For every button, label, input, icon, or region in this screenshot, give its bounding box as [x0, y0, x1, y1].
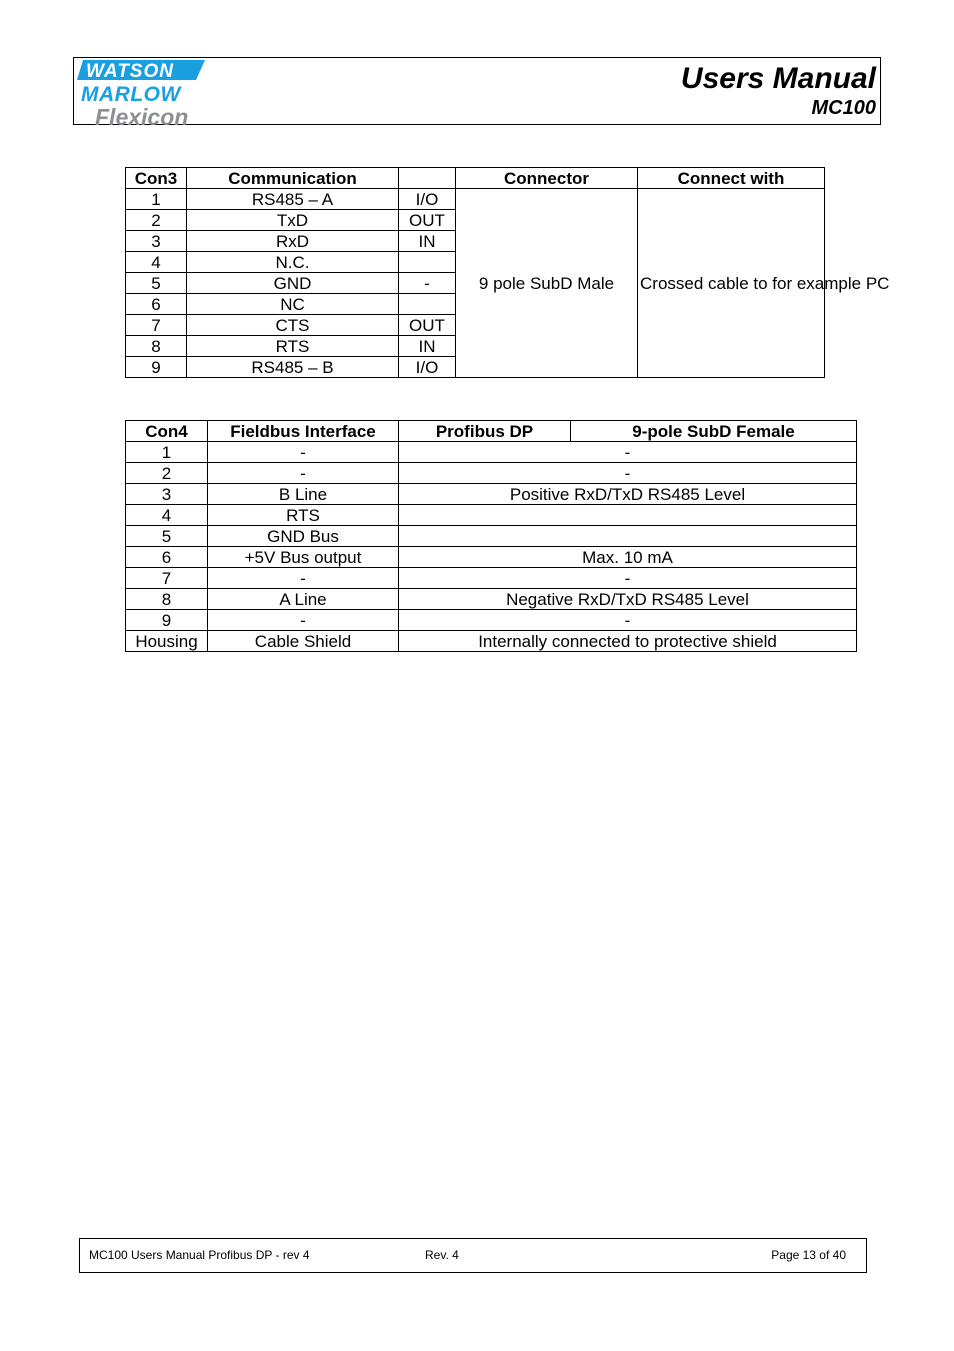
table-cell: -: [399, 610, 857, 631]
table-row: [126, 547, 857, 568]
table-cell: CTS: [187, 315, 399, 336]
logo-line1: WATSON: [86, 61, 174, 82]
table-cell: 7: [126, 568, 208, 589]
table-row: [126, 189, 825, 210]
table-cell: -: [399, 463, 857, 484]
table-row: [126, 589, 857, 610]
table-cell: I/O: [399, 357, 456, 378]
con4-header-pin: Con4: [126, 421, 208, 442]
table-cell: [399, 294, 456, 315]
table-cell: 5: [126, 273, 187, 294]
table-cell: -: [399, 442, 857, 463]
table-cell: B Line: [208, 484, 399, 505]
table-cell: [399, 505, 857, 526]
table-row: [126, 610, 857, 631]
table-cell: 6: [126, 294, 187, 315]
table-cell: IN: [399, 336, 456, 357]
table-cell: 1: [126, 442, 208, 463]
page-footer: [79, 1238, 867, 1273]
table-cell: +5V Bus output: [208, 547, 399, 568]
table-cell: RS485 – B: [187, 357, 399, 378]
table-cell: 3: [126, 231, 187, 252]
con4-header-profibus-dp: Profibus DP: [399, 421, 571, 442]
table-cell: 9: [126, 357, 187, 378]
table-row: [126, 484, 857, 505]
table-cell: 1: [126, 189, 187, 210]
table-cell: IN: [399, 231, 456, 252]
table-cell: Positive RxD/TxD RS485 Level: [399, 484, 857, 505]
table-cell: RTS: [208, 505, 399, 526]
logo-line2: MARLOW: [81, 83, 181, 106]
table-cell: 8: [126, 589, 208, 610]
table-cell: I/O: [399, 189, 456, 210]
con3-connect-with-cell: Crossed cable to for example PC: [638, 189, 825, 378]
table-cell: RxD: [187, 231, 399, 252]
watson-marlow-flexicon-logo: [77, 58, 212, 126]
table-cell: RS485 – A: [187, 189, 399, 210]
table-cell: 3: [126, 484, 208, 505]
con4-table: [125, 420, 857, 652]
table-cell: 5: [126, 526, 208, 547]
table-cell: Max. 10 mA: [399, 547, 857, 568]
con4-header-row: [126, 421, 857, 442]
con3-connector-cell: 9 pole SubD Male: [456, 189, 638, 378]
table-row: [126, 505, 857, 526]
table-cell: GND Bus: [208, 526, 399, 547]
table-cell: OUT: [399, 315, 456, 336]
table-cell: 4: [126, 505, 208, 526]
con3-header-row: [126, 168, 825, 189]
footer-revision: Rev. 4: [425, 1248, 459, 1262]
table-cell: N.C.: [187, 252, 399, 273]
table-cell: RTS: [187, 336, 399, 357]
table-cell: 6: [126, 547, 208, 568]
document-subtitle: MC100: [811, 97, 876, 119]
con3-header-communication: Communication: [187, 168, 399, 189]
table-row: [126, 463, 857, 484]
table-cell: Internally connected to protective shield: [399, 631, 857, 652]
table-cell: OUT: [399, 210, 456, 231]
table-row: [126, 568, 857, 589]
con4-header-fieldbus-interface: Fieldbus Interface: [208, 421, 399, 442]
table-cell: -: [208, 568, 399, 589]
logo-line3: Flexicon: [95, 104, 189, 126]
table-cell: NC: [187, 294, 399, 315]
table-cell: GND: [187, 273, 399, 294]
table-cell: -: [399, 568, 857, 589]
table-cell: Negative RxD/TxD RS485 Level: [399, 589, 857, 610]
table-cell: Housing: [126, 631, 208, 652]
table-cell: A Line: [208, 589, 399, 610]
table-cell: 4: [126, 252, 187, 273]
table-cell: [399, 526, 857, 547]
table-cell: 9: [126, 610, 208, 631]
table-cell: 7: [126, 315, 187, 336]
footer-page-number: Page 13 of 40: [771, 1248, 846, 1262]
table-cell: Cable Shield: [208, 631, 399, 652]
table-cell: -: [208, 442, 399, 463]
con3-header-connector: Connector: [456, 168, 638, 189]
con3-header-pin: Con3: [126, 168, 187, 189]
table-cell: -: [208, 463, 399, 484]
table-cell: 2: [126, 210, 187, 231]
table-row: [126, 442, 857, 463]
table-cell: TxD: [187, 210, 399, 231]
con3-header-direction: [399, 168, 456, 189]
table-row: [126, 526, 857, 547]
table-row: [126, 631, 857, 652]
page-header: [73, 57, 881, 125]
table-cell: 8: [126, 336, 187, 357]
document-title: Users Manual: [680, 62, 876, 95]
table-cell: -: [399, 273, 456, 294]
table-cell: 2: [126, 463, 208, 484]
con4-header-subd-female: 9-pole SubD Female: [571, 421, 857, 442]
table-cell: [399, 252, 456, 273]
footer-document-name: MC100 Users Manual Profibus DP - rev 4: [89, 1248, 310, 1262]
table-cell: -: [208, 610, 399, 631]
con3-table: [125, 167, 890, 378]
con3-header-connect-with: Connect with: [638, 168, 825, 189]
